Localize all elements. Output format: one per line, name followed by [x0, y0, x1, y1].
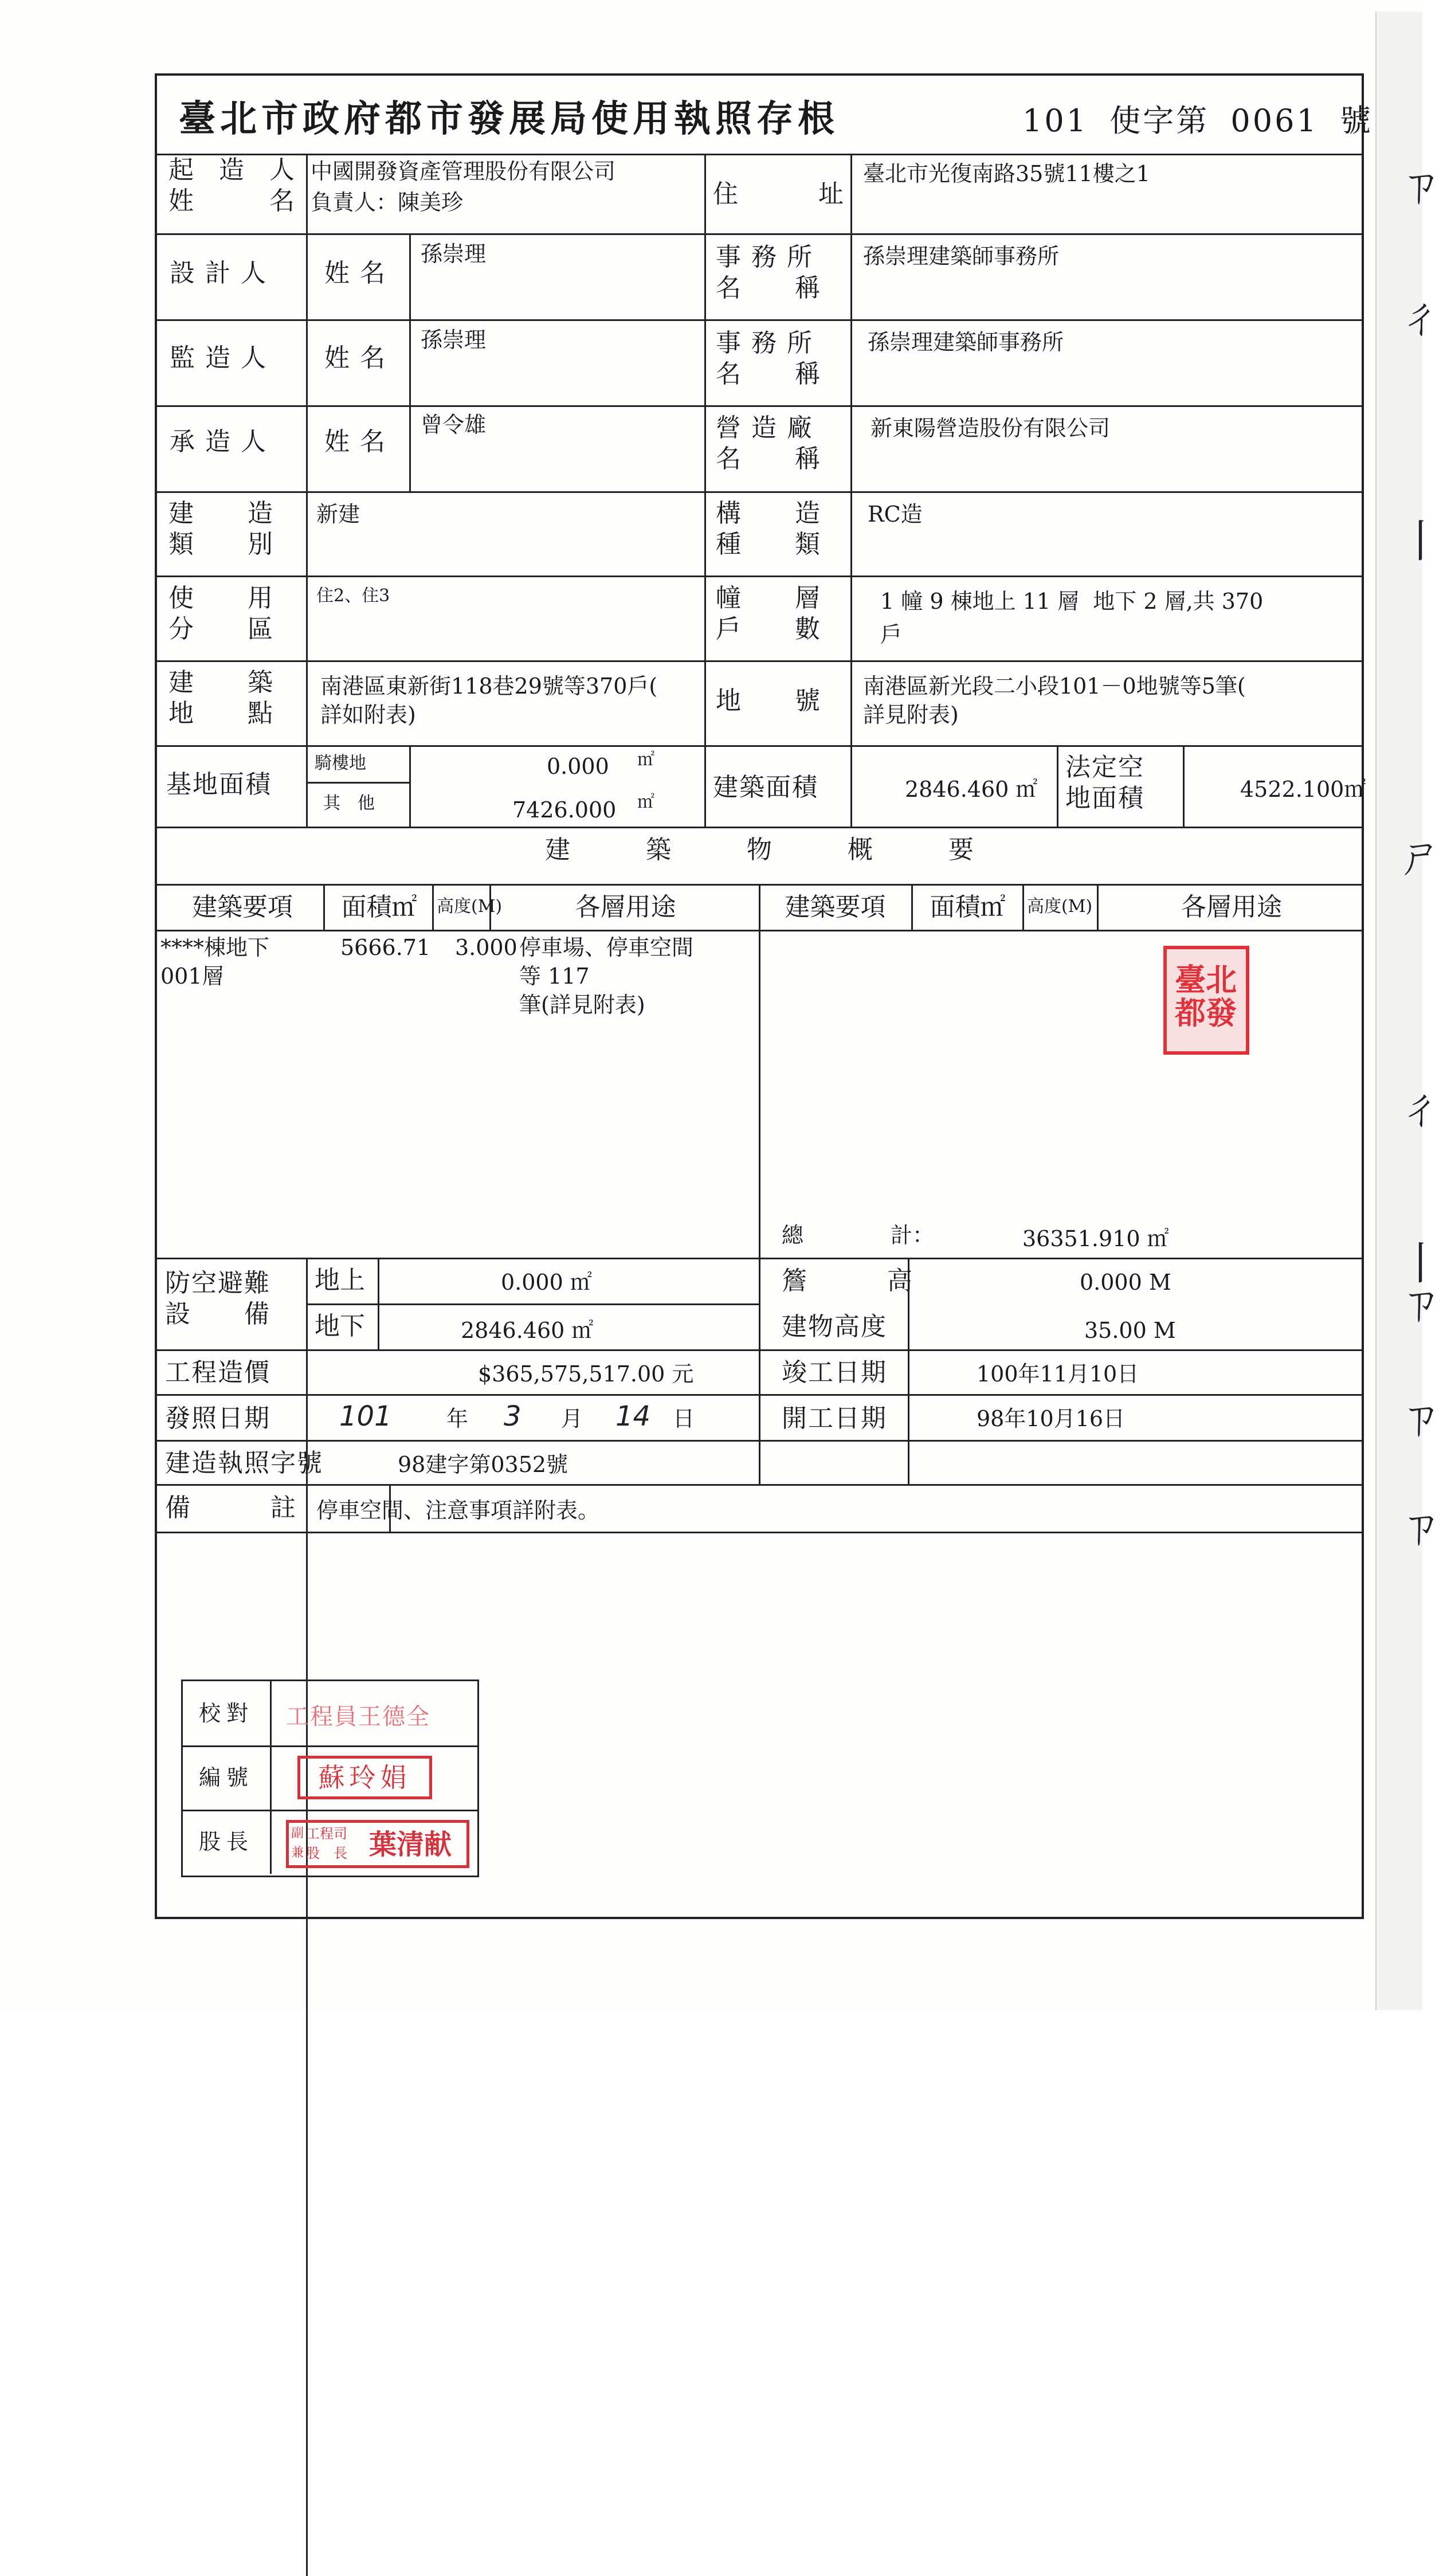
applicant-representative: 負責人：陳美珍 [311, 190, 464, 215]
location-label: 建 築 地 點 [168, 668, 274, 728]
start-date: 98年10月16日 [977, 1406, 1126, 1431]
contractor-role-label: 承 造 人 [170, 427, 267, 456]
chief-label: 股長 [183, 1810, 272, 1874]
completion-label: 竣工日期 [782, 1358, 887, 1387]
applicant-name: 中國開發資產管理股份有限公司 [311, 159, 616, 184]
signoff-row-chief [183, 1810, 477, 1874]
permit-number [1022, 96, 1382, 140]
signoff-row-checker [183, 1681, 477, 1747]
title-row [157, 76, 1374, 155]
remarks-text: 停車空間、注意事項詳附表。 [316, 1498, 600, 1523]
arcade-area: 0.000 [547, 754, 609, 779]
column-header-item-2: 建築要項 [785, 892, 886, 922]
structure-label: 構 造 種 類 [716, 499, 821, 559]
supervisor-office-label: 事 務 所 名 稱 [716, 328, 821, 389]
contractor-firm: 新東陽營造股份有限公司 [870, 416, 1111, 441]
designer-name-label: 姓 名 [324, 259, 386, 288]
form-title: 臺北市政府都市發展局使用執照存根 [179, 97, 839, 140]
column-header-height-2: 高度(M) [1027, 896, 1093, 917]
other-unit: ㎡ [637, 792, 654, 812]
checker-seal: 工程員王德全 [286, 1704, 430, 1730]
eaves-height: 0.000 M [1080, 1270, 1171, 1295]
column-header-use: 各層用途 [575, 892, 676, 922]
supervisor-office: 孫崇理建築師事務所 [868, 330, 1064, 355]
open-space-area: 4522.100㎡ [1240, 777, 1366, 802]
checker-label: 校對 [183, 1681, 272, 1745]
designer-role-label: 設 計 人 [170, 259, 267, 288]
cost-label: 工程造價 [165, 1358, 270, 1387]
build-permit-number: 98建字第0352號 [398, 1452, 568, 1477]
overview-heading: 建 築 物 概 要 [545, 835, 974, 864]
overview-row-height: 3.000 [455, 935, 517, 960]
column-header-height: 高度(M) [437, 896, 503, 917]
chief-seal-title: 工程司 股 長 [306, 1826, 347, 1861]
lot-value: 南港區新光段二小段101－0地號等5筆( 詳見附表) [863, 674, 1246, 727]
issue-month: 3 [504, 1400, 521, 1432]
other-label: 其 他 [323, 793, 375, 813]
total-label: 總 計： [782, 1223, 935, 1248]
red-stamp-text: 臺北 都發 [1175, 961, 1237, 1031]
eaves-label: 簷 高 [782, 1266, 913, 1295]
unit-count-label: 幢 層 戶 數 [716, 584, 821, 644]
build-permit-label: 建造執照字號 [165, 1448, 323, 1478]
column-header-area: 面積㎡ [341, 892, 417, 922]
adjacent-page-glyphs: ㄗ ㄔ 丨 ㄕ ㄔ 丨 ㄗ ㄗ ㄗ [1398, 160, 1443, 1553]
overview-row-area: 5666.71 [340, 935, 431, 960]
location-value: 南港區東新街118巷29號等370戶( 詳如附表) [320, 674, 658, 727]
total-area: 36351.910 ㎡ [1022, 1226, 1169, 1251]
shelter-above-label: 地上 [315, 1266, 365, 1295]
column-header-use-2: 各層用途 [1181, 892, 1282, 922]
designer-office-label: 事 務 所 名 稱 [716, 242, 821, 303]
issue-day-word: 日 [673, 1406, 695, 1431]
start-date-label: 開工日期 [782, 1404, 887, 1433]
permit-suffix: 號 [1340, 103, 1374, 139]
chief-seal-prefix: 副 兼 [291, 1826, 304, 1860]
designer-office: 孫崇理建築師事務所 [863, 244, 1060, 269]
construction-type: 新建 [316, 502, 360, 527]
completion-date: 100年11月10日 [977, 1361, 1139, 1387]
lot-label: 地 號 [716, 686, 821, 715]
unit-count: 1 幢 9 棟地上 11 層 地下 2 層,共 370 戶 [880, 589, 1264, 647]
permit-word: 使字第 [1109, 103, 1210, 139]
building-area: 2846.460 ㎡ [905, 777, 1038, 802]
contractor-name: 曾令雄 [421, 412, 487, 437]
address-label: 住 址 [713, 179, 845, 209]
official-red-stamp [1163, 946, 1249, 1055]
issue-year: 101 [339, 1400, 392, 1432]
overview-row-use: 停車場、停車空間 等 117 筆(詳見附表) [519, 935, 694, 1017]
shelter-below-area: 2846.460 ㎡ [461, 1318, 594, 1343]
zoning-label: 使 用 分 區 [168, 584, 274, 644]
construction-cost: $365,575,517.00 元 [478, 1361, 694, 1387]
remarks-label: 備 註 [165, 1493, 297, 1522]
supervisor-name: 孫崇理 [421, 327, 487, 353]
column-header-area-2: 面積㎡ [930, 892, 1006, 922]
shelter-below-label: 地下 [315, 1312, 365, 1341]
shelter-above-area: 0.000 ㎡ [501, 1270, 592, 1295]
designer-name: 孫崇理 [421, 241, 487, 267]
construction-type-label: 建 造 類 別 [168, 499, 274, 559]
building-height-label: 建物高度 [782, 1312, 887, 1341]
building-height: 35.00 M [1084, 1318, 1176, 1343]
applicant-address: 臺北市光復南路35號11樓之1 [863, 161, 1150, 186]
open-space-label: 法定空 地面積 [1065, 753, 1144, 813]
issue-day: 14 [615, 1400, 651, 1432]
column-header-item: 建築要項 [192, 892, 293, 922]
contractor-name-label: 姓 名 [324, 427, 386, 456]
building-area-label: 建築面積 [713, 773, 818, 802]
applicant-label: 起 造 人 姓 名 [168, 155, 295, 216]
contractor-firm-label: 營 造 廠 名 稱 [716, 413, 821, 473]
chief-seal [286, 1820, 469, 1868]
arcade-unit: ㎡ [637, 750, 654, 770]
site-area-label: 基地面積 [166, 770, 272, 799]
overview-row-item: ****棟地下 001層 [160, 935, 270, 989]
issue-month-word: 月 [561, 1406, 583, 1431]
issue-date-label: 發照日期 [165, 1404, 270, 1433]
numbering-seal: 蘇玲娟 [297, 1756, 432, 1799]
supervisor-role-label: 監 造 人 [170, 343, 267, 373]
other-area: 7426.000 [512, 797, 617, 823]
signoff-table [181, 1680, 479, 1877]
permit-serial: 0061 [1230, 103, 1319, 139]
issue-year-word: 年 [446, 1406, 469, 1431]
signoff-row-number [183, 1745, 477, 1811]
shelter-label: 防空避難 設 備 [165, 1269, 270, 1329]
zoning-value: 住2、住3 [316, 586, 390, 606]
number-label: 編號 [183, 1745, 272, 1810]
supervisor-name-label: 姓 名 [324, 343, 386, 373]
chief-seal-name: 葉清献 [369, 1829, 452, 1861]
structure-type: RC造 [868, 502, 923, 527]
arcade-label: 騎樓地 [315, 753, 366, 773]
permit-year: 101 [1022, 103, 1089, 139]
